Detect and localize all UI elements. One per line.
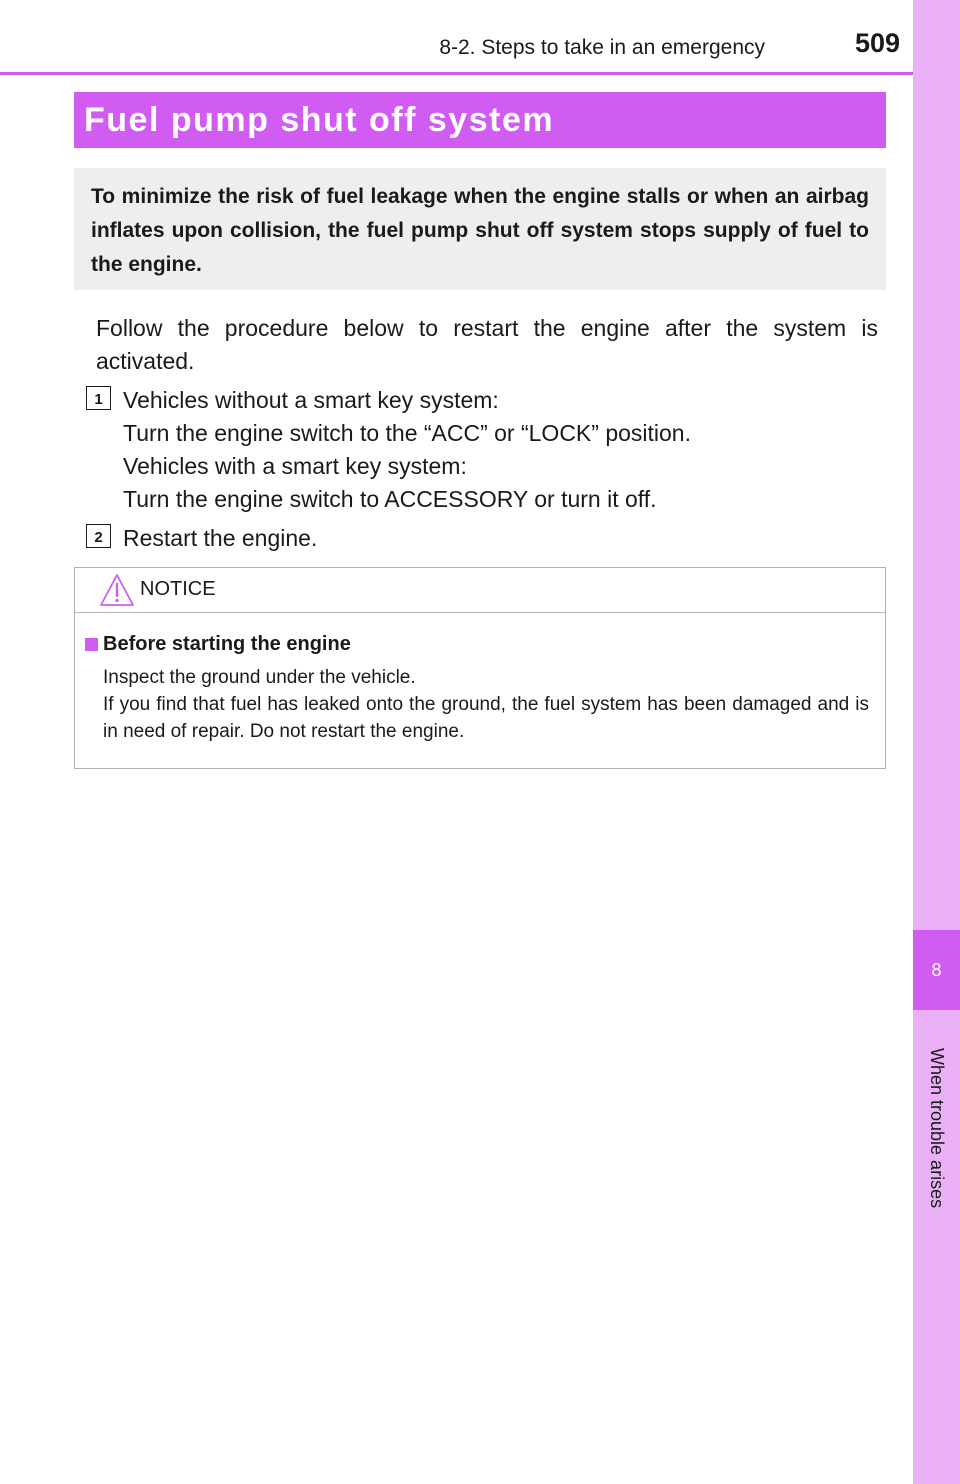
step-number-box-1 <box>86 386 111 410</box>
chapter-title: When trouble arises <box>927 1047 947 1209</box>
step-number: 1 <box>94 391 103 408</box>
header-divider <box>0 72 913 75</box>
chapter-title-tab <box>913 1018 960 1238</box>
body-paragraph: Follow the procedure below to restart the engine after the system is activated. <box>96 315 878 374</box>
warning-triangle-icon <box>99 573 135 607</box>
notice-header <box>75 568 885 613</box>
title-bar <box>74 92 886 148</box>
page-number: 509 <box>854 28 900 58</box>
step-1-line: Vehicles with a smart key system: <box>123 453 467 479</box>
intro-summary: To minimize the risk of fuel leakage when the engine stalls or when an airbag inflates upon collision, the fuel pump shut off system stops supply of fuel to the engine. <box>74 168 886 290</box>
step-1-line: Vehicles without a smart key system: <box>123 387 499 413</box>
step-2-line: Restart the engine. <box>123 525 318 551</box>
step-1-text <box>123 384 893 516</box>
notice-text-line: Inspect the ground under the vehicle. <box>103 667 416 688</box>
step-1-line: Turn the engine switch to the “ACC” or “LOCK” position. <box>123 420 691 446</box>
section-header: 8-2. Steps to take in an emergency <box>439 36 765 59</box>
notice-subheading-text: Before starting the engine <box>103 633 351 655</box>
chapter-number-tab <box>913 930 960 1010</box>
square-bullet-icon <box>85 638 98 651</box>
step-1-line: Turn the engine switch to ACCESSORY or turn it off. <box>123 486 657 512</box>
page-title: Fuel pump shut off system <box>84 100 555 139</box>
notice-box <box>74 567 886 769</box>
notice-body <box>103 664 869 745</box>
notice-text-line: If you find that fuel has leaked onto the ground, the fuel system has been damaged and is in need of repair. Do not restart the engine. <box>103 694 869 742</box>
step-number-box-2 <box>86 524 111 548</box>
notice-subheading <box>85 633 351 656</box>
step-number: 2 <box>94 529 103 546</box>
chapter-number: 8 <box>931 959 942 980</box>
step-2-text <box>123 522 893 555</box>
chapter-side-tab <box>913 0 960 1484</box>
notice-label: NOTICE <box>140 578 216 600</box>
